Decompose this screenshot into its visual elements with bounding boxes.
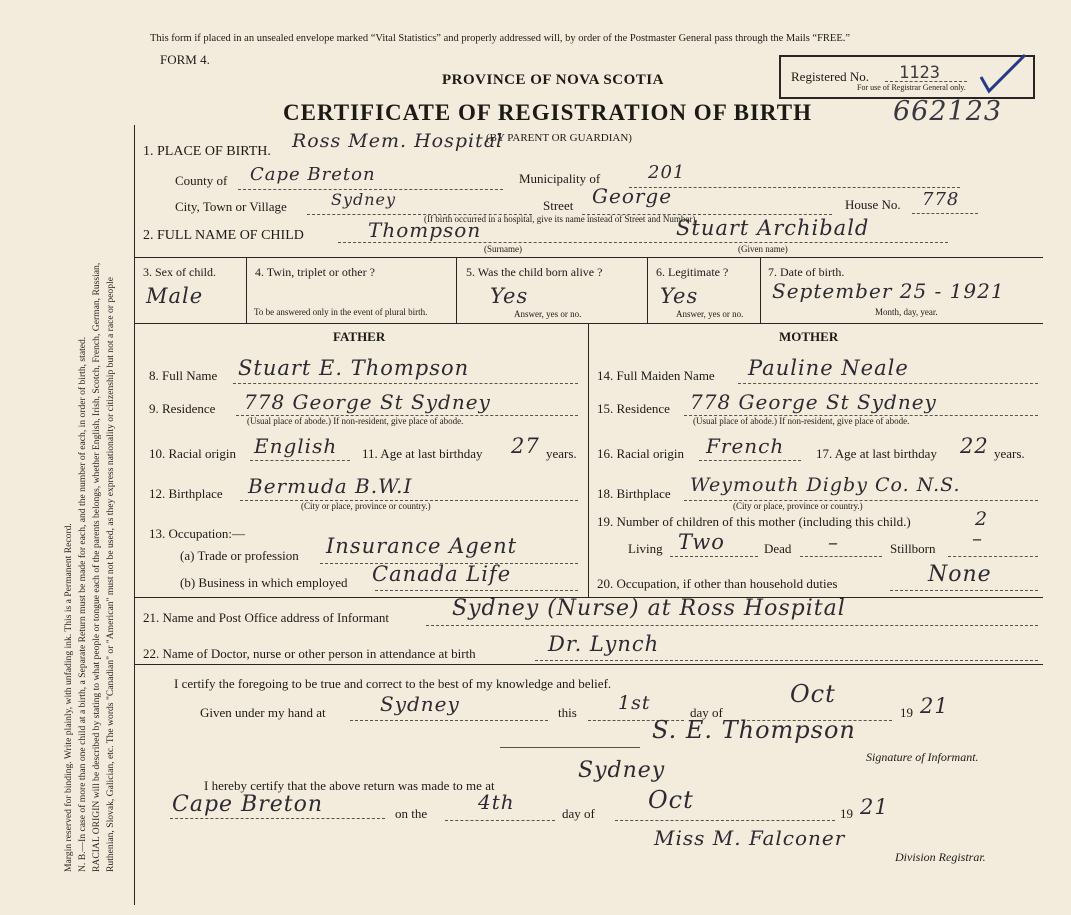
registrar-day: 4th (478, 790, 515, 814)
registrar-year-prefix: 19 (840, 806, 853, 821)
stillborn-blank (948, 556, 1038, 557)
stillborn-label: Stillborn (890, 541, 936, 556)
registration-box (779, 55, 1035, 99)
mother-heading: MOTHER (779, 329, 839, 344)
checkmark-icon (977, 53, 1029, 97)
registrar-day-of: day of (562, 806, 595, 821)
father-business-value: Canada Life (372, 562, 512, 586)
given-place-blank (350, 720, 548, 721)
house-blank (912, 213, 978, 214)
doctor-label: 22. Name of Doctor, nurse or other person in attendance at birth (143, 646, 476, 661)
margin-line-3: RACIAL ORIGIN will be described by stating to what people or tongue each of the parents belongs, whether English, Irish, Scotch, French, German, Russian, (91, 262, 102, 872)
certify-text: I certify the foregoing to be true and correct to the best of my knowledge and belief. (174, 676, 612, 691)
mother-residence-caption: (Usual place of abode.) If non-resident, give place of abode. (693, 416, 910, 426)
rule-under-name (134, 257, 1043, 258)
father-trade-value: Insurance Agent (326, 534, 518, 558)
living-value: Two (678, 530, 725, 554)
alive-label: 5. Was the child born alive ? (466, 265, 603, 279)
registrar-day-blank (445, 820, 555, 821)
this-label: this (558, 705, 577, 720)
registered-label: Registered No. (791, 69, 869, 84)
on-the-label: on the (395, 806, 428, 821)
father-heading: FATHER (333, 329, 386, 344)
mother-name-value: Pauline Neale (748, 356, 909, 380)
form-left-border (134, 125, 135, 905)
hospital-note: (If birth occurred in a hospital, give its name instead of Street and Number) (424, 214, 696, 224)
father-name-label: 8. Full Name (149, 368, 218, 383)
registrar-text: I hereby certify that the above return was made to me at (204, 778, 495, 793)
legitimate-caption: Answer, yes or no. (676, 309, 744, 319)
alive-value: Yes (490, 284, 529, 308)
place-value: Ross Mem. Hospital (292, 130, 504, 152)
parents-divider (588, 323, 589, 597)
legitimate-label: 6. Legitimate ? (656, 265, 729, 279)
registrar-signature: Miss M. Falconer (654, 826, 846, 850)
registrar-county: Cape Breton (172, 792, 324, 817)
county-registrar-blank (170, 818, 385, 819)
given-name-caption: (Given name) (738, 244, 788, 254)
father-birthplace-caption: (City or place, province or country.) (301, 501, 431, 511)
signature-line-left (500, 747, 640, 748)
mother-occupation-label: 20. Occupation, if other than household duties (597, 576, 838, 591)
sex-label: 3. Sex of child. (143, 265, 216, 279)
dob-caption: Month, day, year. (875, 307, 938, 317)
father-age-unit: years. (546, 446, 577, 461)
street-value: George (592, 184, 673, 208)
father-race-label: 10. Racial origin (149, 446, 237, 461)
house-value: 778 (922, 189, 960, 210)
children-count-value: 2 (975, 508, 989, 530)
street-label: Street (543, 198, 574, 213)
mother-age-unit: years. (994, 446, 1025, 461)
margin-line-4: Ruthenian, Slovak, Galician, etc. The words "Canadian" or "American" must not be used, as they express nationality or citizenship but not a race or people (105, 277, 116, 872)
county-label: County of (175, 173, 228, 188)
mother-occupation-blank (890, 590, 1038, 591)
dead-blank (800, 556, 882, 557)
mother-age-label: 17. Age at last birthday (816, 446, 937, 461)
father-race-blank (250, 460, 350, 461)
mother-residence-value: 778 George St Sydney (690, 390, 937, 414)
given-place-value: Sydney (380, 692, 460, 716)
father-name-blank (233, 383, 578, 384)
father-age-value: 27 (511, 434, 540, 458)
father-name-value: Stuart E. Thompson (238, 356, 470, 380)
dob-value: September 25 - 1921 (772, 279, 1005, 303)
year-value: 21 (920, 694, 949, 718)
informant-value: Sydney (Nurse) at Ross Hospital (452, 596, 846, 621)
informant-signature: S. E. Thompson (652, 716, 856, 744)
rule-above-certify (134, 664, 1043, 665)
father-business-blank (375, 590, 578, 591)
municipality-blank (629, 187, 960, 188)
father-birthplace-label: 12. Birthplace (149, 486, 223, 501)
municipality-label: Municipality of (519, 171, 601, 186)
province-heading: PROVINCE OF NOVA SCOTIA (442, 72, 664, 88)
day-of-label: day of (690, 705, 723, 720)
signature-caption: Signature of Informant. (866, 750, 979, 764)
twin-note: To be answered only in the event of plural birth. (254, 307, 428, 317)
municipality-value: 201 (648, 162, 686, 183)
mother-residence-label: 15. Residence (597, 401, 670, 416)
mother-race-label: 16. Racial origin (597, 446, 685, 461)
legitimate-value: Yes (660, 284, 699, 308)
mother-name-blank (738, 383, 1038, 384)
registered-blank (885, 81, 967, 82)
mother-age-value: 22 (960, 434, 989, 458)
father-residence-value: 778 George St Sydney (244, 390, 491, 414)
margin-line-2: N. B.—In case of more than one child at a birth, a Separate Return must be made for each, and the number of each, in order of birth, stated. (77, 336, 88, 872)
mother-birthplace-caption: (City or place, province or country.) (733, 501, 863, 511)
father-residence-caption: (Usual place of abode.) If non-resident, give place of abode. (247, 416, 464, 426)
father-age-label: 11. Age at last birthday (362, 446, 483, 461)
house-label: House No. (845, 197, 901, 212)
surname-value: Thompson (368, 218, 482, 242)
registrar-year: 21 (860, 795, 889, 819)
col-divider-4 (760, 257, 761, 323)
col-divider-2 (456, 257, 457, 323)
given-under-label: Given under my hand at (200, 705, 326, 720)
day-value: 1st (618, 692, 651, 714)
father-birthplace-value: Bermuda B.W.I (248, 474, 413, 498)
dob-label: 7. Date of birth. (768, 265, 845, 279)
by-parent-note: (BY PARENT OR GUARDIAN) (486, 132, 632, 144)
registrar-month: Oct (648, 786, 694, 814)
child-name-label: 2. FULL NAME OF CHILD (143, 228, 304, 243)
col-divider-1 (246, 257, 247, 323)
informant-label: 21. Name and Post Office address of Informant (143, 610, 389, 625)
margin-notes (62, 72, 118, 872)
registrar-note: For use of Registrar General only. (857, 83, 966, 92)
mother-race-blank (699, 460, 801, 461)
place-label: 1. PLACE OF BIRTH. (143, 144, 271, 159)
living-label: Living (628, 541, 663, 556)
doctor-blank (535, 660, 1038, 661)
margin-line-1: Margin reserved for binding. Write plainly, with unfading ink. This is a Permanent Record. (63, 523, 74, 872)
father-race-value: English (254, 434, 338, 458)
mother-occupation-value: None (928, 562, 992, 587)
father-residence-label: 9. Residence (149, 401, 216, 416)
children-count-label: 19. Number of children of this mother (including this child.) (597, 514, 911, 529)
mother-birthplace-label: 18. Birthplace (597, 486, 671, 501)
mother-name-label: 14. Full Maiden Name (597, 368, 715, 383)
surname-caption: (Surname) (484, 244, 522, 254)
father-business-label: (b) Business in which employed (180, 575, 348, 590)
mother-birthplace-value: Weymouth Digby Co. N.S. (690, 474, 961, 496)
col-divider-3 (647, 257, 648, 323)
registrar-month-blank (615, 820, 835, 821)
mail-notice: This form if placed in an unsealed envelope marked “Vital Statistics” and properly addressed will, by order of the Postmaster General pass through the Mails “FREE.” (150, 33, 851, 44)
doctor-value: Dr. Lynch (548, 632, 660, 656)
twin-label: 4. Twin, triplet or other ? (255, 265, 375, 279)
year-prefix: 19 (900, 705, 913, 720)
city-value: Sydney (331, 190, 397, 209)
informant-blank (426, 625, 1038, 626)
living-blank (670, 556, 758, 557)
certificate-title: CERTIFICATE OF REGISTRATION OF BIRTH (283, 100, 812, 125)
registered-number: 1123 (899, 63, 940, 83)
alive-caption: Answer, yes or no. (514, 309, 582, 319)
dead-value: – (828, 530, 839, 554)
registrar-place: Sydney (578, 758, 666, 783)
month-value: Oct (790, 680, 836, 708)
stillborn-value: – (972, 526, 983, 550)
handwritten-number: 662123 (893, 96, 1003, 127)
dead-label: Dead (764, 541, 792, 556)
given-name-value: Stuart Archibald (676, 216, 870, 240)
sex-value: Male (146, 284, 204, 308)
county-value: Cape Breton (250, 164, 376, 185)
mother-race-value: French (706, 434, 785, 458)
child-name-blank (338, 242, 948, 243)
registrar-caption: Division Registrar. (895, 850, 986, 864)
father-occupation-label: 13. Occupation:— (149, 526, 246, 541)
form-number: FORM 4. (160, 52, 210, 67)
city-label: City, Town or Village (175, 199, 287, 214)
father-trade-label: (a) Trade or profession (180, 548, 299, 563)
